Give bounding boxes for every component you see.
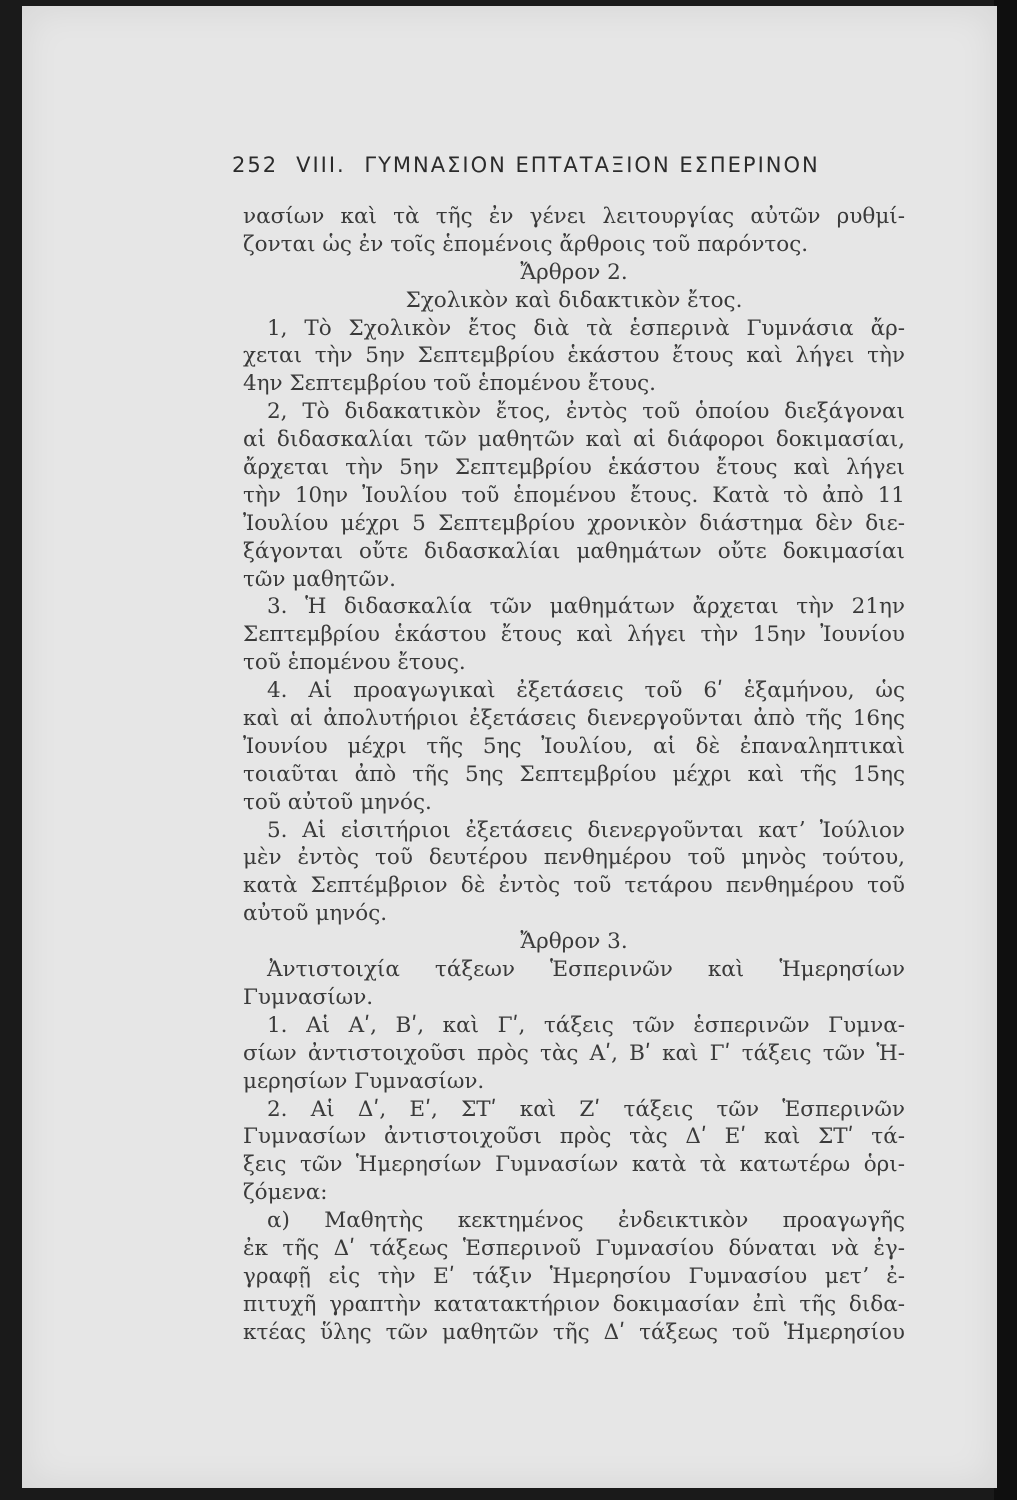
text-line: μὲν ἐντὸς τοῦ δευτέρου πενθημέρου τοῦ μηνὸς τούτου, — [243, 845, 905, 871]
text-line: 5. Αἱ εἰσιτήριοι ἐξετάσεις διενεργοῦνται κατʼ Ἰούλιον — [267, 817, 905, 843]
text-line: 4ην Σεπτεμβρίου τοῦ ἑπομένου ἔτους. — [243, 371, 656, 397]
text-line: σίων ἀντιστοιχοῦσι πρὸς τὰς Αʹ, Βʹ καὶ Γʹ τάξεις τῶν Ἡ- — [243, 1040, 905, 1066]
text-line: αἱ διδασκαλίαι τῶν μαθητῶν καὶ αἱ διάφοροι δοκιμασίαι, — [243, 427, 905, 453]
page-number: 252 — [232, 153, 279, 177]
article-heading: Ἄρθρον 3. — [520, 929, 628, 955]
article-subheading: Γυμνασίων. — [243, 984, 374, 1010]
text-line: ξάγονται οὔτε διδασκαλίαι μαθημάτων οὔτε δοκιμασίαι — [243, 538, 905, 564]
text-line: τὴν 10ην Ἰουλίου τοῦ ἑπομένου ἔτους. Κατὰ τὸ ἀπὸ 11 — [243, 482, 905, 508]
text-line: ξεις τῶν Ἡμερησίων Γυμνασίων κατὰ τὰ κατωτέρω ὁρι- — [243, 1152, 905, 1178]
text-line: πιτυχῆ γραπτὴν κατατακτήριον δοκιμασίαν ἐπὶ τῆς διδα- — [243, 1291, 905, 1317]
text-line: τοῦ ἑπομένου ἔτους. — [243, 650, 466, 676]
text-line: 2. Αἱ Δʹ, Εʹ, ΣΤʹ καὶ Ζʹ τάξεις τῶν Ἑσπερινῶν — [267, 1096, 905, 1122]
text-line: 4. Αἱ προαγωγικαὶ ἐξετάσεις τοῦ 6ʹ ἑξαμήνου, ὡς — [267, 678, 905, 704]
text-line: τοῦ αὐτοῦ μηνός. — [243, 789, 432, 815]
text-line: τοιαῦται ἀπὸ τῆς 5ης Σεπτεμβρίου μέχρι καὶ τῆς 15ης — [243, 761, 905, 787]
page-body — [243, 203, 905, 1347]
text-line: μερησίων Γυμνασίων. — [243, 1068, 485, 1094]
article-heading: Ἄρθρον 2. — [520, 259, 628, 285]
text-line: ζόμενα: — [243, 1180, 328, 1206]
text-line: κατὰ Σεπτέμβριον δὲ ἐντὸς τοῦ τετάρου πενθημέρου τοῦ — [243, 873, 905, 899]
text-line: Σεπτεμβρίου ἑκάστου ἔτους καὶ λήγει τὴν 15ην Ἰουνίου — [243, 622, 905, 648]
text-line: αὐτοῦ μηνός. — [243, 901, 388, 927]
text-line: ζονται ὡς ἐν τοῖς ἑπομένοις ἄρθροις τοῦ παρόντος. — [243, 231, 809, 257]
running-header — [232, 153, 932, 177]
text-line: 1. Αἱ Αʹ, Βʹ, καὶ Γʹ, τάξεις τῶν ἑσπερινῶν Γυμνα- — [267, 1012, 905, 1038]
article-subheading: Ἀντιστοιχία τάξεων Ἑσπερινῶν καὶ Ἡμερησίων — [267, 957, 905, 983]
chapter-title: ΓΥΜΝΑΣΙΟΝ ΕΠΤΑΤΑΞΙΟΝ ΕΣΠΕΡΙΝΟΝ — [364, 153, 820, 177]
text-line: κτέας ὕλης τῶν μαθητῶν τῆς Δʹ τάξεως τοῦ Ἡμερησίου — [243, 1319, 905, 1345]
text-line: Ἰουνίου μέχρι τῆς 5ης Ἰουλίου, αἱ δὲ ἐπαναληπτικαὶ — [243, 733, 905, 759]
text-line: γραφῇ εἰς τὴν Εʹ τάξιν Ἡμερησίου Γυμνασίου μετʼ ἐ- — [243, 1263, 905, 1289]
chapter-number: VIII. — [296, 153, 346, 177]
text-line: ἐκ τῆς Δʹ τάξεως Ἑσπερινοῦ Γυμνασίου δύναται νὰ ἐγ- — [243, 1235, 905, 1261]
text-line: χεται τὴν 5ην Σεπτεμβρίου ἑκάστου ἔτους καὶ λήγει τὴν — [243, 343, 905, 369]
text-line: 1, Τὸ Σχολικὸν ἔτος διὰ τὰ ἑσπερινὰ Γυμνάσια ἄρ- — [267, 315, 905, 341]
text-line: καὶ αἱ ἀπολυτήριοι ἐξετάσεις διενεργοῦνται ἀπὸ τῆς 16ης — [243, 706, 905, 732]
text-line: νασίων καὶ τὰ τῆς ἐν γένει λειτουργίας αὐτῶν ρυθμί- — [243, 204, 905, 229]
text-line: 2, Τὸ διδακατικὸν ἔτος, ἐντὸς τοῦ ὁποίου διεξάγοναι — [267, 399, 905, 425]
text-line: Ἰουλίου μέχρι 5 Σεπτεμβρίου χρονικὸν διάστημα δὲν διε- — [243, 510, 905, 536]
text-line: α) Μαθητὴς κεκτημένος ἐνδεικτικὸν προαγωγῆς — [267, 1208, 905, 1234]
text-line: 3. Ἡ διδασκαλία τῶν μαθημάτων ἄρχεται τὴν 21ην — [267, 594, 905, 620]
text-line: Γυμνασίων ἀντιστοιχοῦσι πρὸς τὰς Δʹ Εʹ καὶ ΣΤʹ τά- — [243, 1124, 905, 1150]
article-subheading: Σχολικὸν καὶ διδακτικὸν ἔτος. — [405, 287, 743, 313]
text-line: τῶν μαθητῶν. — [243, 566, 396, 592]
scan-edge — [994, 0, 1017, 1500]
text-line: ἄρχεται τὴν 5ην Σεπτεμβρίου ἑκάστου ἔτους καὶ λήγει — [243, 455, 905, 481]
